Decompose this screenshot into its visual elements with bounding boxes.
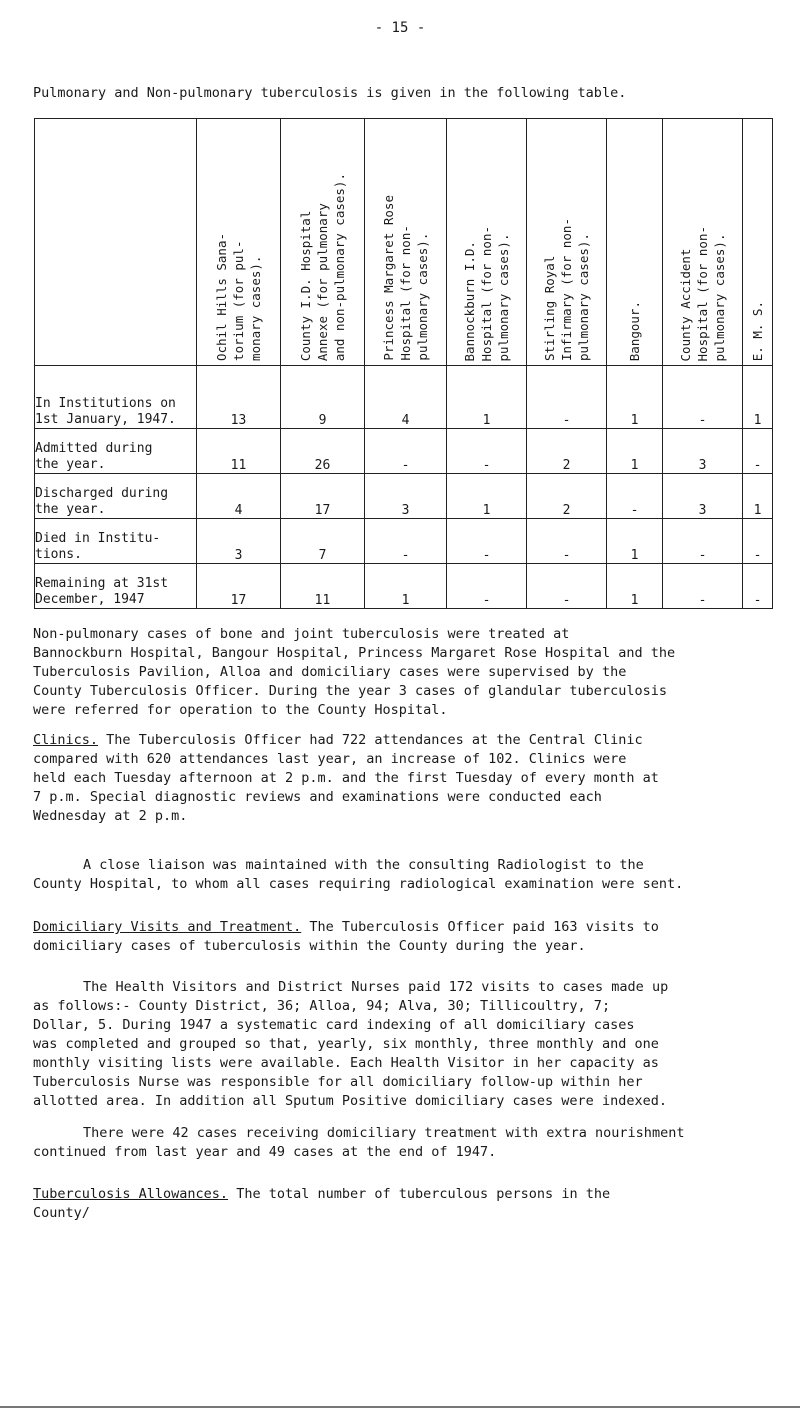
table-cell: -	[527, 366, 607, 429]
table-cell: 17	[281, 474, 365, 519]
table-cell: -	[663, 366, 743, 429]
table-cell: 3	[365, 474, 447, 519]
table-cell: 1	[365, 564, 447, 609]
table-cell: 2	[527, 474, 607, 519]
table-cell: 3	[663, 474, 743, 519]
table-cell: -	[743, 564, 773, 609]
table-row	[35, 366, 773, 429]
table-row	[35, 429, 773, 474]
paragraph-nourishment: There were 42 cases receiving domiciliary treatment with extra nourishment continued from last year and 49 cases at the end of 1947.	[33, 1125, 685, 1160]
table-cell: 1	[607, 429, 663, 474]
table-row	[35, 474, 773, 519]
column-header: Princess Margaret Rose Hospital (for non- pulmonary cases).	[365, 119, 447, 366]
tuberculosis-table	[34, 118, 773, 609]
table-cell: 1	[607, 564, 663, 609]
row-label: Discharged during the year.	[35, 474, 197, 519]
table-cell: 3	[663, 429, 743, 474]
table-cell: 1	[607, 519, 663, 564]
row-label: Died in Institu- tions.	[35, 519, 197, 564]
paragraph-bone-joint: Non-pulmonary cases of bone and joint tuberculosis were treated at Bannockburn Hospital, Bangour Hospital, Princess Margaret Rose Hospital and the Tuberculosis Pavilion, Alloa and domiciliary cases were supervised by the County Tuberculosis Officer. During the year 3 cases of glandular tuberculosis were referred for operation to the County Hospital.	[33, 626, 676, 718]
table-cell: 1	[447, 474, 527, 519]
clinics-text: The Tuberculosis Officer had 722 attendances at the Central Clinic compared with 620 attendances last year, an increase of 102. Clinics were held each Tuesday afternoon at 2 p.m. and the first Tuesday of every month at 7 p.m. Special diagnostic reviews and examinations were conducted each Wednesday at 2 p.m.	[33, 732, 659, 824]
table-cell: 2	[527, 429, 607, 474]
column-header: E. M. S.	[743, 119, 773, 366]
table-cell: 9	[281, 366, 365, 429]
table-cell: -	[663, 519, 743, 564]
table-cell: 26	[281, 429, 365, 474]
allowances-text: The total number of tuberculous persons in the County/	[33, 1186, 611, 1221]
clinics-heading: Clinics.	[33, 732, 99, 748]
column-header: Bangour.	[607, 119, 663, 366]
table-cell: 11	[197, 429, 281, 474]
column-header: County I.D. Hospital Annexe (for pulmonary and non-pulmonary cases).	[281, 119, 365, 366]
domiciliary-text: The Tuberculosis Officer paid 163 visits to domiciliary cases of tuberculosis within the County during the year.	[33, 919, 659, 954]
table-cell: -	[527, 564, 607, 609]
intro-text: Pulmonary and Non-pulmonary tuberculosis is given in the following table.	[33, 85, 627, 101]
table-cell: 3	[197, 519, 281, 564]
row-label: Admitted during the year.	[35, 429, 197, 474]
column-header: Bannockburn I.D. Hospital (for non- pulmonary cases).	[447, 119, 527, 366]
table-cell: -	[365, 519, 447, 564]
table-row	[35, 564, 773, 609]
column-header: Ochil Hills Sana- torium (for pul- monary cases).	[197, 119, 281, 366]
column-header: Stirling Royal Infirmary (for non- pulmonary cases).	[527, 119, 607, 366]
table-cell: 17	[197, 564, 281, 609]
row-label: Remaining at 31st December, 1947	[35, 564, 197, 609]
row-label: In Institutions on 1st January, 1947.	[35, 366, 197, 429]
page-number: - 15 -	[374, 20, 426, 36]
page-bottom-rule	[0, 1406, 800, 1408]
table-cell: -	[527, 519, 607, 564]
table-cell: -	[447, 564, 527, 609]
table-cell: -	[447, 519, 527, 564]
table-row	[35, 519, 773, 564]
table-cell: 1	[743, 474, 773, 519]
table-cell: -	[447, 429, 527, 474]
table-cell: -	[607, 474, 663, 519]
table-cell: -	[743, 429, 773, 474]
paragraph-health-visitors: The Health Visitors and District Nurses paid 172 visits to cases made up as follows:- County District, 36; Alloa, 94; Alva, 30; Tillicoultry, 7; Dollar, 5. During 1947 a systematic card indexing of all domiciliary cases was completed and grouped so that, yearly, six monthly, three monthly and one monthly visiting lists were available. Each Health Visitor in her capacity as Tuberculosis Nurse was responsible for all domiciliary follow-up within her allotted area. In addition all Sputum Positive domiciliary cases were indexed.	[33, 979, 669, 1109]
table-cell: 1	[447, 366, 527, 429]
table-cell: 4	[197, 474, 281, 519]
table-cell: 11	[281, 564, 365, 609]
table-cell: -	[743, 519, 773, 564]
table-cell: -	[663, 564, 743, 609]
paragraph-domiciliary	[33, 918, 778, 956]
paragraph-allowances	[33, 1185, 778, 1223]
column-header: County Accident Hospital (for non- pulmonary cases).	[663, 119, 743, 366]
table-header-corner	[35, 119, 197, 366]
allowances-heading: Tuberculosis Allowances.	[33, 1186, 229, 1202]
table-header-row	[35, 119, 773, 366]
table-cell: -	[365, 429, 447, 474]
table-cell: 13	[197, 366, 281, 429]
table-cell: 7	[281, 519, 365, 564]
table-cell: 1	[743, 366, 773, 429]
paragraph-clinics	[33, 731, 778, 826]
domiciliary-heading: Domiciliary Visits and Treatment.	[33, 919, 302, 935]
table-cell: 1	[607, 366, 663, 429]
table-cell: 4	[365, 366, 447, 429]
paragraph-radiologist: A close liaison was maintained with the consulting Radiologist to the County Hospital, to whom all cases requiring radiological examination were sent.	[33, 857, 684, 892]
